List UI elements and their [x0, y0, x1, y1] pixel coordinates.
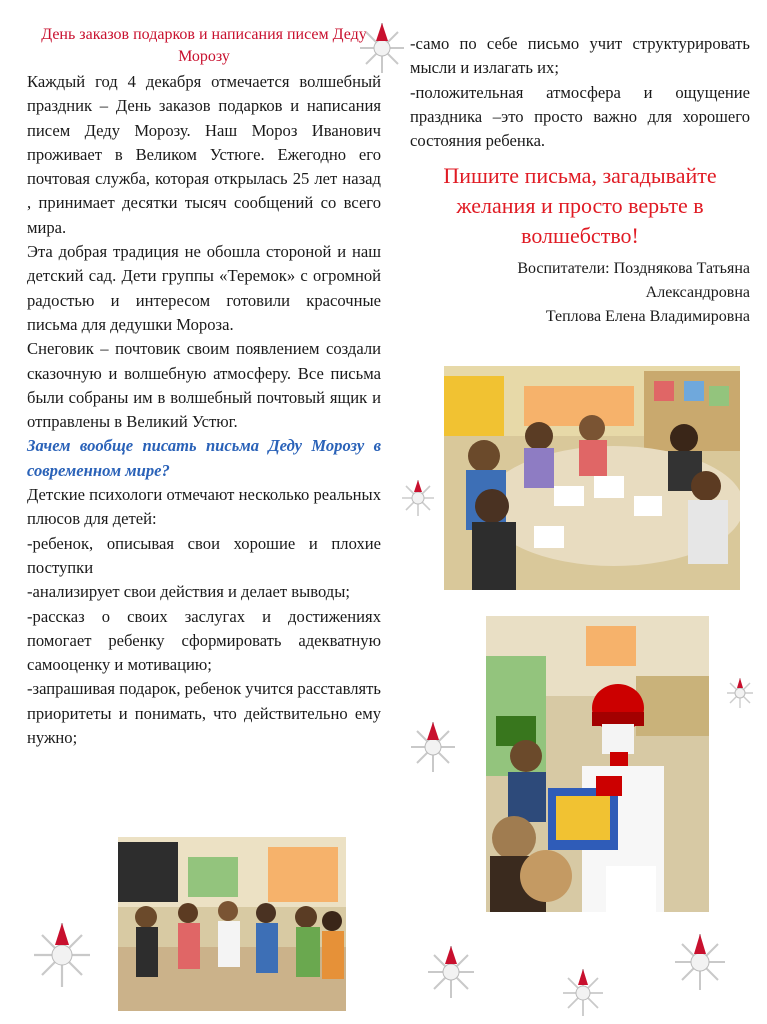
- photo-snowman-postman: [486, 616, 709, 912]
- snowflake-icon: [408, 716, 458, 776]
- benefit-item: -запрашивая подарок, ребенок учится расставлять приоритеты и понимать, что действительно ему нужно;: [27, 679, 381, 748]
- photo-children-dancing: [118, 837, 346, 1011]
- snowflake-icon: [30, 915, 94, 991]
- question-heading: Зачем вообще писать письма Деду Морозу в современном мире?: [27, 436, 381, 480]
- right-column: [410, 32, 750, 329]
- psychologists-intro: Детские психологи отмечают несколько реальных плюсов для детей:: [27, 485, 381, 529]
- call-to-action: Пишите письма, загадывайте желания и просто верьте в волшебство!: [443, 163, 717, 249]
- benefit-item: -ребенок, описывая свои хорошие и плохие поступки: [27, 533, 381, 577]
- photo-children-writing-letters: [444, 366, 740, 590]
- paragraph-intro: Каждый год 4 декабря отмечается волшебный праздник – День заказов подарков и написания писем Деду Морозу. Наш Мороз Иванович проживает в Великом Устюге. Ежегодно его почтовая служба, которая открылась 25 лет назад , принимает десятки тысяч сообщений со всего мира.: [27, 72, 381, 237]
- snowflake-icon: [672, 928, 728, 994]
- snowflake-icon: [425, 940, 477, 1002]
- signature-line: Александровна: [645, 284, 750, 302]
- paragraph-tradition: Эта добрая традиция не обошла стороной и наш детский сад. Дети группы «Теремок» с огромной радостью и интересом готовили красочные письма для дедушки Мороза.: [27, 242, 381, 334]
- benefit-item: -само по себе письмо учит структурировать мысли и излагать их;: [410, 34, 750, 78]
- benefit-item: -положительная атмосфера и ощущение праздника –это просто важно для хорошего состояния ребенка.: [410, 82, 750, 151]
- benefit-item: -рассказ о своих заслугах и достижениях помогает ребенку сформировать адекватную самооценку и мотивацию;: [27, 606, 381, 675]
- snowflake-icon: [725, 675, 755, 711]
- snowflake-icon: [400, 476, 436, 520]
- signature-line: Воспитатели: Позднякова Татьяна: [517, 260, 750, 278]
- benefit-item: -анализирует свои действия и делает выводы;: [27, 582, 350, 602]
- snowflake-icon: [357, 17, 407, 77]
- snowflake-icon: [560, 964, 606, 1020]
- paragraph-snowman: Снеговик – почтовик своим появлением создали сказочную и волшебную атмосферу. Все письма были собраны им в волшебный почтовый ящик и отправлены в Великий Устюг.: [27, 339, 381, 432]
- signature-line: Теплова Елена Владимировна: [545, 308, 750, 326]
- article-title: День заказов подарков и написания писем Деду Морозу: [41, 26, 367, 65]
- left-column: [27, 24, 381, 750]
